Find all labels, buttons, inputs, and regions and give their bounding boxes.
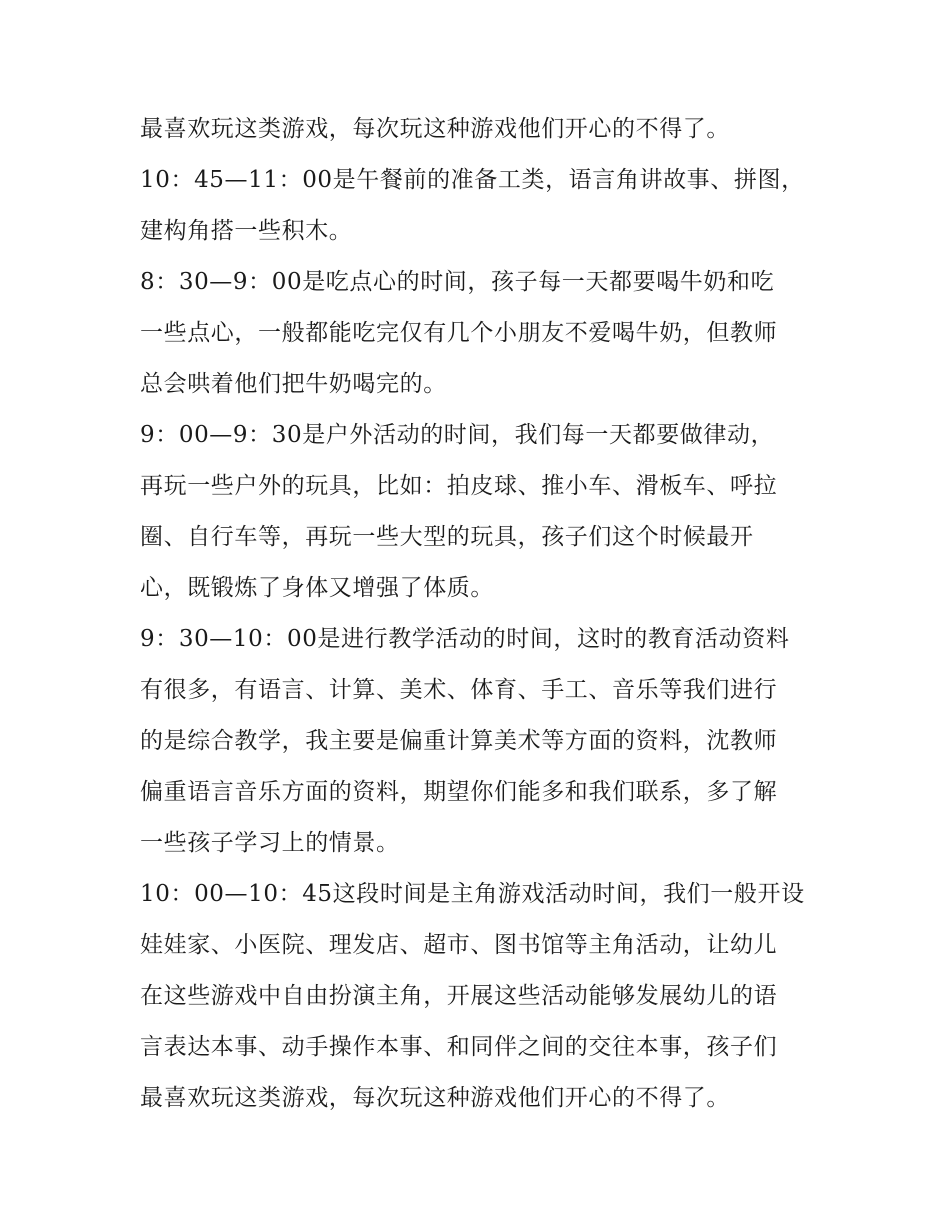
document-body (140, 104, 820, 1124)
text-line: 总会哄着他们把牛奶喝完的。 (140, 371, 447, 397)
text-line: 言表达本事、动手操作本事、和同伴之间的交往本事，孩子们 (140, 1034, 778, 1060)
text-line: 最喜欢玩这类游戏，每次玩这种游戏他们开心的不得了。 (140, 1085, 730, 1111)
text-line: 10：00—10：45这段时间是主角游戏活动时间，我们一般开设 (140, 881, 805, 907)
text-line: 圈、自行车等，再玩一些大型的玩具，孩子们这个时候最开 (140, 524, 754, 550)
text-line: 一些点心，一般都能吃完仅有几个小朋友不爱喝牛奶，但教师 (140, 320, 778, 346)
text-line: 9：00—9：30是户外活动的时间，我们每一天都要做律动， (140, 422, 775, 448)
text-line: 偏重语言音乐方面的资料，期望你们能多和我们联系，多了解 (140, 779, 778, 805)
text-line: 有很多，有语言、计算、美术、体育、手工、音乐等我们进行 (140, 677, 778, 703)
text-line: 的是综合教学，我主要是偏重计算美术等方面的资料，沈教师 (140, 728, 778, 754)
text-line: 心，既锻炼了身体又增强了体质。 (140, 575, 494, 601)
text-line: 在这些游戏中自由扮演主角，开展这些活动能够发展幼儿的语 (140, 983, 778, 1009)
text-line: 8：30—9：00是吃点心的时间，孩子每一天都要喝牛奶和吃 (140, 269, 775, 295)
text-line: 再玩一些户外的玩具，比如：拍皮球、推小车、滑板车、呼拉 (140, 473, 778, 499)
text-line: 娃娃家、小医院、理发店、超市、图书馆等主角活动，让幼儿 (140, 932, 778, 958)
text-line: 一些孩子学习上的情景。 (140, 830, 400, 856)
text-line: 建构角搭一些积木。 (140, 218, 353, 244)
text-line: 9：30—10：00是进行教学活动的时间，这时的教育活动资料 (140, 626, 790, 652)
text-line: 10：45—11：00是午餐前的准备工类，语言角讲故事、拼图， (140, 167, 805, 193)
text-line: 最喜欢玩这类游戏，每次玩这种游戏他们开心的不得了。 (140, 116, 730, 142)
